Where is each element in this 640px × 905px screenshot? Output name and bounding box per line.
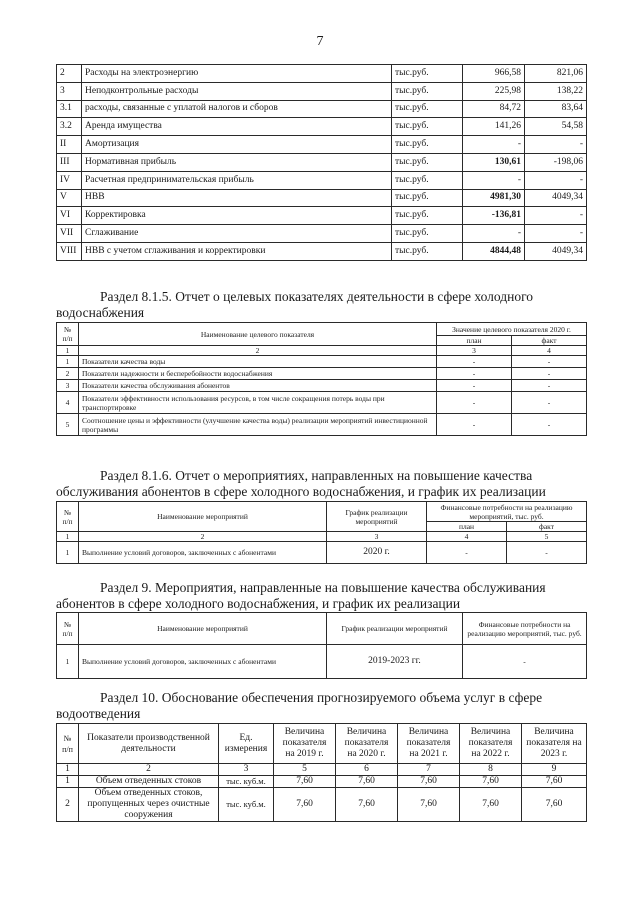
col-num-header: № п/п <box>57 613 79 645</box>
row-value-1: - <box>463 136 525 154</box>
table-row <box>57 136 587 154</box>
table-row <box>57 189 587 207</box>
index-cell: 2 <box>79 346 437 356</box>
row-unit: тыс.руб. <box>392 189 463 207</box>
row-num: VIII <box>57 242 82 260</box>
table-row <box>57 645 587 679</box>
section-9-heading: Раздел 9. Мероприятия, направленные на повышение качества обслуживания абонентов в сфере холодного водоснабжения, и график их реализации <box>56 580 546 611</box>
row-name: Объем отведенных стоков, пропущенных через очистные сооружения <box>79 788 219 822</box>
row-value-2: - <box>525 225 587 243</box>
row-num: 3.1 <box>57 100 82 118</box>
cost-table <box>56 64 587 261</box>
row-value: 7,60 <box>336 776 398 788</box>
row-value-1: 966,58 <box>463 65 525 83</box>
row-name: Соотношение цены и эффективности (улучшение качества воды) реализации мероприятий инвестиционной программы <box>79 414 437 436</box>
table-row <box>57 542 587 564</box>
forecast-volume-table <box>56 723 587 822</box>
index-cell: 3 <box>437 346 512 356</box>
row-value-2: -198,06 <box>525 153 587 171</box>
index-cell: 4 <box>427 532 507 542</box>
table-row <box>57 242 587 260</box>
row-value: 7,60 <box>274 788 336 822</box>
row-name: Показатели эффективности использования ресурсов, в том числе сокращения потерь воды при транспортировке <box>79 392 437 414</box>
index-cell: 6 <box>336 764 398 776</box>
col-2019-header: Величина показателя на 2019 г. <box>274 724 336 764</box>
row-name: Нормативная прибыль <box>82 153 392 171</box>
row-value-1: - <box>463 171 525 189</box>
row-num: 2 <box>57 788 79 822</box>
index-cell: 4 <box>512 346 587 356</box>
section-8-1-6-heading: Раздел 8.1.6. Отчет о мероприятиях, направленных на повышение качества обслуживания абонентов в сфере холодного водоснабжения, и график их реализации <box>56 468 546 499</box>
row-plan: - <box>437 414 512 436</box>
row-value: 7,60 <box>274 776 336 788</box>
row-value: 7,60 <box>522 788 587 822</box>
row-name: Выполнение условий договоров, заключенных с абонентами <box>79 645 327 679</box>
row-unit: тыс.руб. <box>392 82 463 100</box>
row-value-1: 4844,48 <box>463 242 525 260</box>
row-name: Сглаживание <box>82 225 392 243</box>
table-row <box>57 788 587 822</box>
table-row <box>57 118 587 136</box>
row-value-2: 83,64 <box>525 100 587 118</box>
col-fact-header: факт <box>507 522 587 532</box>
row-num: 4 <box>57 392 79 414</box>
target-indicators-table <box>56 322 587 436</box>
row-fact: - <box>512 414 587 436</box>
row-unit: тыс. куб.м. <box>219 776 274 788</box>
row-value: 7,60 <box>460 788 522 822</box>
table-row <box>57 414 587 436</box>
col-schedule-header: График реализации мероприятий <box>327 502 427 532</box>
col-value-header: Значение целевого показателя 2020 г. <box>437 323 587 336</box>
row-num: 1 <box>57 645 79 679</box>
row-name: НВВ <box>82 189 392 207</box>
table-row <box>57 100 587 118</box>
row-value-2: - <box>525 207 587 225</box>
section-8-1-5-heading: Раздел 8.1.5. Отчет о целевых показателях деятельности в сфере холодного водоснабжения <box>56 289 534 320</box>
row-name: Показатели надежности и бесперебойности водоснабжения <box>79 368 437 380</box>
row-name: Расходы на электроэнергию <box>82 65 392 83</box>
index-cell: 5 <box>274 764 336 776</box>
index-cell: 1 <box>57 532 79 542</box>
row-value-2: 821,06 <box>525 65 587 83</box>
row-value: 7,60 <box>336 788 398 822</box>
row-unit: тыс.руб. <box>392 100 463 118</box>
row-plan: - <box>437 392 512 414</box>
col-schedule-header: График реализации мероприятий <box>327 613 463 645</box>
row-value-1: 4981,30 <box>463 189 525 207</box>
row-num: IV <box>57 171 82 189</box>
row-name: Расчетная предпринимательская прибыль <box>82 171 392 189</box>
index-cell: 2 <box>79 764 219 776</box>
row-fact: - <box>512 356 587 368</box>
row-fact: - <box>507 542 587 564</box>
row-value-1: -136,81 <box>463 207 525 225</box>
row-num: 5 <box>57 414 79 436</box>
table-row <box>57 225 587 243</box>
col-name-header: Наименование целевого показателя <box>79 323 437 346</box>
row-name: Амортизация <box>82 136 392 154</box>
row-num: 1 <box>57 776 79 788</box>
table-row <box>57 380 587 392</box>
row-unit: тыс.руб. <box>392 136 463 154</box>
row-value: 7,60 <box>398 776 460 788</box>
row-num: VI <box>57 207 82 225</box>
index-cell: 3 <box>219 764 274 776</box>
table-row <box>57 153 587 171</box>
row-plan: - <box>427 542 507 564</box>
row-unit: тыс.руб. <box>392 65 463 83</box>
row-num: II <box>57 136 82 154</box>
row-name: расходы, связанные с уплатой налогов и сборов <box>82 100 392 118</box>
row-name: Неподконтрольные расходы <box>82 82 392 100</box>
col-2020-header: Величина показателя на 2020 г. <box>336 724 398 764</box>
row-num: 1 <box>57 542 79 564</box>
row-value: 7,60 <box>398 788 460 822</box>
row-schedule: 2020 г. <box>327 542 427 564</box>
row-name: Показатели качества воды <box>79 356 437 368</box>
col-fact-header: факт <box>512 336 587 346</box>
row-num: V <box>57 189 82 207</box>
col-2022-header: Величина показателя на 2022 г. <box>460 724 522 764</box>
table-row <box>57 368 587 380</box>
row-unit: тыс.руб. <box>392 225 463 243</box>
row-plan: - <box>437 380 512 392</box>
row-value: 7,60 <box>460 776 522 788</box>
row-unit: тыс.руб. <box>392 171 463 189</box>
row-value-1: 141,26 <box>463 118 525 136</box>
table-row <box>57 392 587 414</box>
table-row <box>57 171 587 189</box>
row-unit: тыс.руб. <box>392 118 463 136</box>
row-num: 3.2 <box>57 118 82 136</box>
col-name-header: Наименование мероприятий <box>79 502 327 532</box>
col-2021-header: Величина показателя на 2021 г. <box>398 724 460 764</box>
row-value-2: 4049,34 <box>525 242 587 260</box>
col-plan-header: план <box>437 336 512 346</box>
row-unit: тыс.руб. <box>392 153 463 171</box>
row-name: Объем отведенных стоков <box>79 776 219 788</box>
col-num-header: № п/п <box>57 323 79 346</box>
row-num: III <box>57 153 82 171</box>
row-name: Аренда имущества <box>82 118 392 136</box>
row-unit: тыс. куб.м. <box>219 788 274 822</box>
index-cell: 2 <box>79 532 327 542</box>
row-value-2: 54,58 <box>525 118 587 136</box>
row-fact: - <box>512 392 587 414</box>
row-value-2: 138,22 <box>525 82 587 100</box>
row-value-1: - <box>463 225 525 243</box>
row-value-2: 4049,34 <box>525 189 587 207</box>
col-name-header: Наименование мероприятий <box>79 613 327 645</box>
table-row <box>57 82 587 100</box>
index-cell: 9 <box>522 764 587 776</box>
row-num: 2 <box>57 368 79 380</box>
row-value: 7,60 <box>522 776 587 788</box>
index-cell: 1 <box>57 764 79 776</box>
row-plan: - <box>437 368 512 380</box>
table-row <box>57 65 587 83</box>
row-value-1: 225,98 <box>463 82 525 100</box>
row-fact: - <box>512 380 587 392</box>
col-unit-header: Ед. измерения <box>219 724 274 764</box>
table-row <box>57 776 587 788</box>
col-name-header: Показатели производственной деятельности <box>79 724 219 764</box>
row-name: НВВ с учетом сглаживания и корректировки <box>82 242 392 260</box>
index-cell: 7 <box>398 764 460 776</box>
row-num: 3 <box>57 82 82 100</box>
measures-plan-table <box>56 612 587 679</box>
row-value-2: - <box>525 136 587 154</box>
row-plan: - <box>437 356 512 368</box>
row-unit: тыс.руб. <box>392 207 463 225</box>
measures-report-table <box>56 501 587 564</box>
table-row <box>57 356 587 368</box>
row-value-2: - <box>525 171 587 189</box>
index-cell: 3 <box>327 532 427 542</box>
row-finance: - <box>463 645 587 679</box>
row-schedule: 2019-2023 гг. <box>327 645 463 679</box>
row-name: Корректировка <box>82 207 392 225</box>
row-value-1: 84,72 <box>463 100 525 118</box>
row-num: 2 <box>57 65 82 83</box>
col-plan-header: план <box>427 522 507 532</box>
row-num: VII <box>57 225 82 243</box>
col-num-header: № п/п <box>57 502 79 532</box>
index-cell: 5 <box>507 532 587 542</box>
row-name: Показатели качества обслуживания абонентов <box>79 380 437 392</box>
col-finance-header: Финансовые потребности на реализацию мероприятий, тыс. руб. <box>427 502 587 522</box>
col-2023-header: Величина показателя на 2023 г. <box>522 724 587 764</box>
row-unit: тыс.руб. <box>392 242 463 260</box>
col-num-header: № п/п <box>57 724 79 764</box>
index-cell: 1 <box>57 346 79 356</box>
row-num: 1 <box>57 356 79 368</box>
page-number: 7 <box>316 34 324 49</box>
section-10-heading: Раздел 10. Обоснование обеспечения прогнозируемого объема услуг в сфере водоотведения <box>56 690 543 721</box>
row-fact: - <box>512 368 587 380</box>
index-cell: 8 <box>460 764 522 776</box>
col-finance-header: Финансовые потребности на реализацию мероприятий, тыс. руб. <box>463 613 587 645</box>
row-num: 3 <box>57 380 79 392</box>
table-row <box>57 207 587 225</box>
row-name: Выполнение условий договоров, заключенных с абонентами <box>79 542 327 564</box>
row-value-1: 130,61 <box>463 153 525 171</box>
